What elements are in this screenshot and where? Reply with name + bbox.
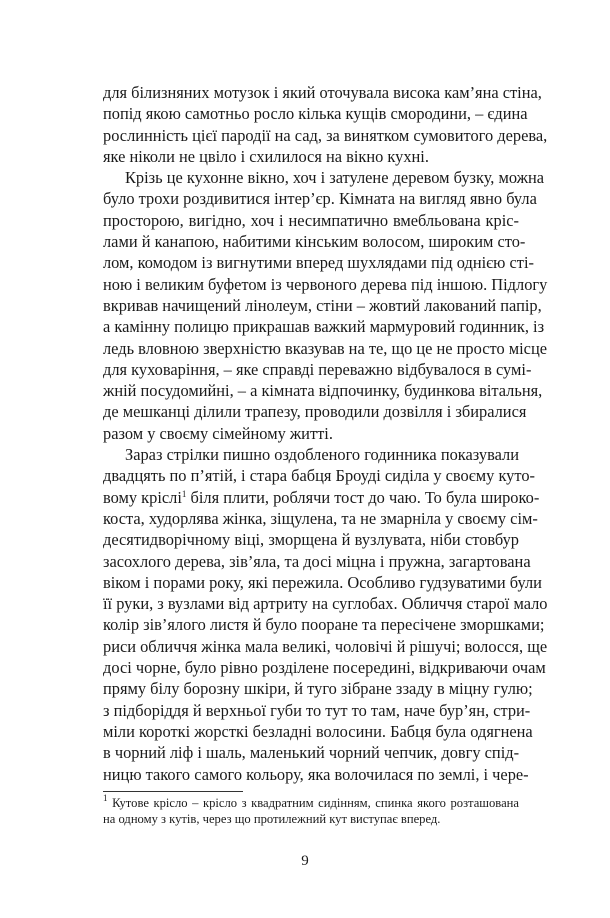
text-line: разом у своєму сімейному житті. bbox=[103, 423, 333, 443]
text-line: десятидворічному віці, зморщена й вузлувата, ніби стовбур bbox=[103, 530, 519, 550]
text-line: коста, худорлява жінка, зіщулена, та не змарніла у своєму сім- bbox=[103, 508, 538, 528]
text-line: а камінну полицю прикрашав важкий мармуровий годинник, із bbox=[103, 317, 545, 337]
text-line: віком і порами року, які пережила. Особливо гудзуватими були bbox=[103, 572, 542, 592]
paragraph-1 bbox=[103, 82, 548, 167]
text-line: ницю такого самого кольору, яка волочилася по землі, і чере- bbox=[103, 764, 529, 784]
text-line: в чорний ліф і шаль, маленький чорний чепчик, довгу спід- bbox=[103, 743, 520, 763]
paragraph-2 bbox=[103, 167, 548, 444]
text-line bbox=[103, 487, 540, 508]
footnote-line bbox=[103, 795, 519, 811]
footnote-marker: 1 bbox=[181, 488, 187, 499]
page-number: 9 bbox=[301, 853, 309, 869]
text-line: жній посудомийні, – а кімната відпочинку, будинкова вітальня, bbox=[103, 381, 543, 401]
footnote-marker: 1 bbox=[103, 793, 108, 803]
text-line: ною і великим буфетом із червоного дерева під іншою. Підлогу bbox=[103, 274, 548, 294]
text-fragment: біля плити, роблячи тост до чаю. То була широко- bbox=[190, 487, 540, 507]
footnote-text: Кутове крісло – крісло з квадратним сидінням, спинка якого розташована bbox=[112, 796, 519, 810]
text-line: ледь вловною зверхністю вказував на те, що це не просто місце bbox=[103, 338, 547, 358]
text-line: попід якою самотньо росло кілька кущів смородини, – єдина bbox=[103, 104, 528, 124]
footnote-divider bbox=[103, 791, 243, 792]
text-line: її руки, з вузлами від артриту на суглобах. Обличчя старої мало bbox=[103, 594, 548, 614]
text-line: було трохи роздивитися інтер’єр. Кімната на вигляд явно була bbox=[103, 189, 537, 209]
text-line: Зараз стрілки пишно оздобленого годинника показували bbox=[125, 445, 519, 465]
text-line: для білизняних мотузок і який оточувала висока кам’яна стіна, bbox=[103, 83, 542, 102]
footnote bbox=[103, 795, 519, 827]
text-line: риси обличчя жінка мала великі, чоловічі й рішучі; волосся, ще bbox=[103, 636, 548, 656]
paragraph-3 bbox=[103, 444, 548, 785]
text-line: вкривав начищений лінолеум, стіни – жовтий лакований папір, bbox=[103, 295, 542, 315]
text-line: пряму білу борозну шкіри, й туго зібране ззаду в міцну гулю; bbox=[103, 679, 533, 699]
text-line: рослинність цієї пародії на сад, за винятком сумовитого дерева, bbox=[103, 125, 548, 145]
text-line: колір зів’ялого листя й було пооране та пересічене зморшками; bbox=[103, 615, 545, 635]
text-line: засохлого дерева, зів’яла, та досі міцна і пружна, загартована bbox=[103, 551, 531, 571]
text-line: досі чорне, було рівно розділене посередині, відкриваючи очам bbox=[103, 658, 546, 678]
text-line: лом, комодом із вигнутими вперед шухлядами під однією сті- bbox=[103, 253, 534, 273]
text-line: міли короткі жорсткі безладні волосини. Бабця була одягнена bbox=[103, 721, 533, 741]
page-body bbox=[103, 82, 548, 785]
footnote-line: на одному з кутів, через що протилежний кут виступає вперед. bbox=[103, 812, 441, 826]
text-line: Крізь це кухонне вікно, хоч і затулене деревом бузку, можна bbox=[125, 168, 545, 188]
text-line: з підборіддя й верхньої губи то тут то там, наче бур’ян, стри- bbox=[103, 700, 531, 720]
text-line: просторою, вигідно, хоч і несимпатично вмебльована кріс- bbox=[103, 210, 519, 230]
text-line: двадцять по п’ятій, і стара бабця Броуді сиділа у своєму куто- bbox=[103, 466, 535, 486]
text-line: яке ніколи не цвіло і схилилося на вікно кухні. bbox=[103, 146, 429, 166]
text-line: для куховаріння, – яке справді переважно відбувалося в сумі- bbox=[103, 359, 532, 379]
text-fragment: вому кріслі bbox=[103, 487, 182, 507]
text-line: лами й канапою, набитими кінським волосом, широким сто- bbox=[103, 232, 526, 252]
text-line: де мешканці ділили трапезу, проводили дозвілля і збиралися bbox=[103, 402, 527, 422]
